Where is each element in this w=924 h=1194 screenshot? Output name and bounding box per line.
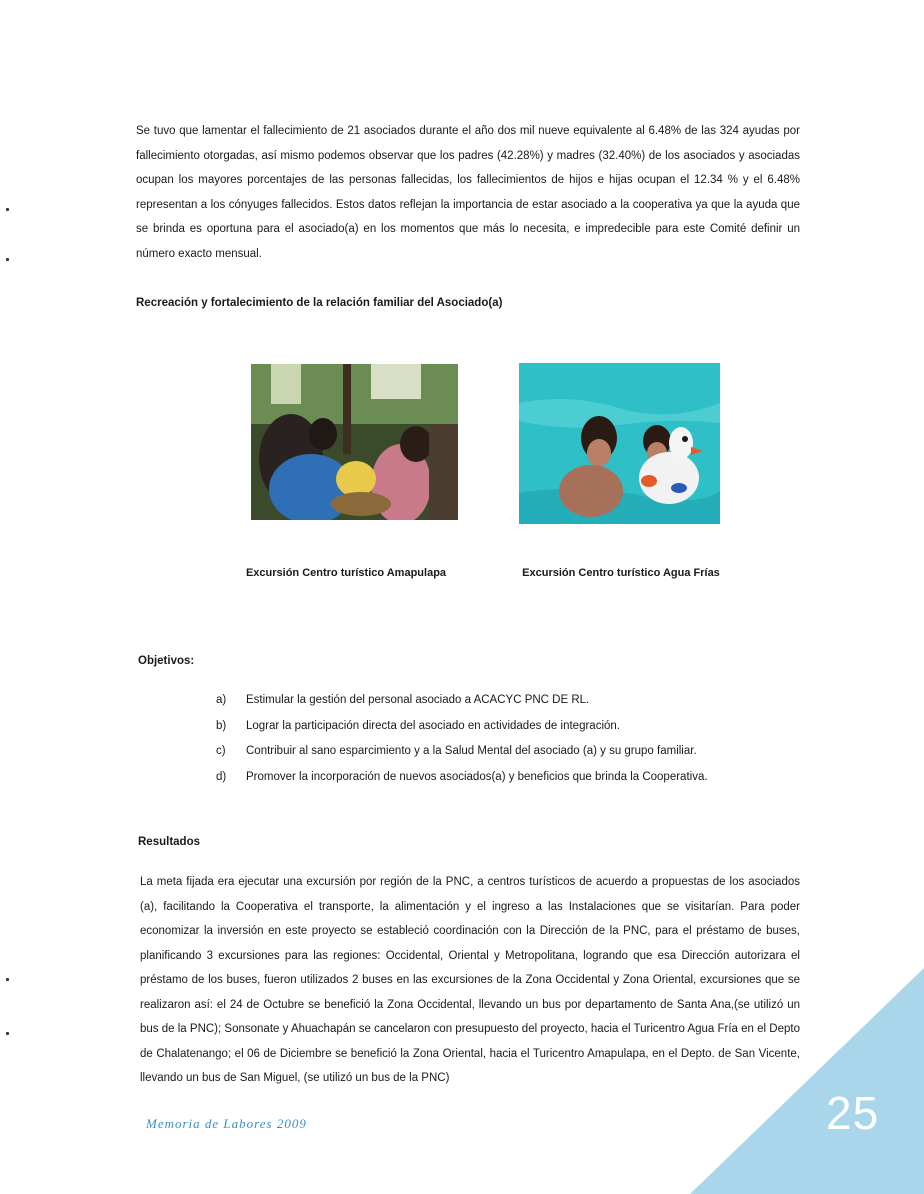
page-number: 25 <box>826 1087 880 1139</box>
section-heading: Recreación y fortalecimiento de la relación familiar del Asociado(a) <box>136 297 503 309</box>
list-item <box>216 765 708 791</box>
list-item-text: Lograr la participación directa del asociado en actividades de integración. <box>246 719 620 732</box>
list-item-letter: c) <box>216 745 226 757</box>
footer-title: Memoria de Labores 2009 <box>146 1116 307 1131</box>
list-item-letter: a) <box>216 694 227 706</box>
intro-paragraph: Se tuvo que lamentar el fallecimiento de 21 asociados durante el año dos mil nueve equivalente al 6.48% de las 324 ayudas por fallecimiento otorgadas, así mismo podemos observar que los padres (42.28%) y madres (32.40%) de los asociados y asociadas ocupan los mayores porcentajes de las personas fallecidas, los fallecimientos de hijos e hijas ocupan el 12.34 % y el 6.48% representan a los cónyuges fallecidos. Estos datos reflejan la importancia de estar asociado a la cooperativa ya que la ayuda que se brinda es oportuna para el asociado(a) en los momentos que más lo necesita, e impredecible para este Comité definir un número exacto mensual. <box>136 125 800 260</box>
objectives-list <box>216 688 708 790</box>
list-item <box>216 739 708 765</box>
results-heading: Resultados <box>138 836 200 848</box>
photo-agua-frias <box>519 363 720 524</box>
list-item-text: Contribuir al sano esparcimiento y a la Salud Mental del asociado (a) y su grupo familiar. <box>246 745 697 757</box>
results-paragraph: La meta fijada era ejecutar una excursión por región de la PNC, a centros turísticos de acuerdo a propuestas de los asociados (a), facilitando la Cooperativa el transporte, la alimentación y el ingreso a las Instalaciones que se visitarían. Para poder economizar la inversión en este proyecto se estableció coordinación con la Dirección de la PNC, para el préstamo de buses, planificando 3 excursiones para las regiones: Occidental, Oriental y Metropolitana, logrando que esa Dirección autorizara el préstamo de los buses, fueron utilizados 2 buses en las excursiones de la Zona Occidental y Zona Oriental, excursiones que se realizaron así: el 24 de Octubre se benefició la Zona Occidental, llevando un bus por departamento de Santa Ana,(se utilizó un bus de la PNC); Sonsonate y Ahuachapán se cancelaron con presupuesto del proyecto, hacia el Turicentro Agua Fría en el Depto de Chalatenango; el 06 de Diciembre se benefició la Zona Oriental, hacia el Turicentro Amapulapa, en el Depto. de San Vicente, llevando un bus de San Miguel, (se utilizó un bus de la PNC) <box>140 876 800 1084</box>
scan-speck <box>6 978 9 981</box>
objectives-heading: Objetivos: <box>138 655 195 667</box>
list-item <box>216 714 708 740</box>
scan-speck <box>6 208 9 211</box>
list-item-text: Estimular la gestión del personal asociado a ACACYC PNC DE RL. <box>246 694 590 706</box>
corner-decoration <box>690 968 924 1194</box>
scan-speck <box>6 1032 9 1035</box>
list-item <box>216 688 708 714</box>
scan-speck <box>6 258 9 261</box>
photo-caption-amapulapa: Excursión Centro turístico Amapulapa <box>245 567 447 579</box>
photo-caption-agua-frias: Excursión Centro turístico Agua Frías <box>522 567 720 579</box>
list-item-letter: d) <box>216 770 227 783</box>
photo-amapulapa <box>251 364 458 520</box>
list-item-letter: b) <box>216 719 227 732</box>
list-item-text: Promover la incorporación de nuevos asociados(a) y beneficios que brinda la Cooperativa. <box>246 770 708 783</box>
